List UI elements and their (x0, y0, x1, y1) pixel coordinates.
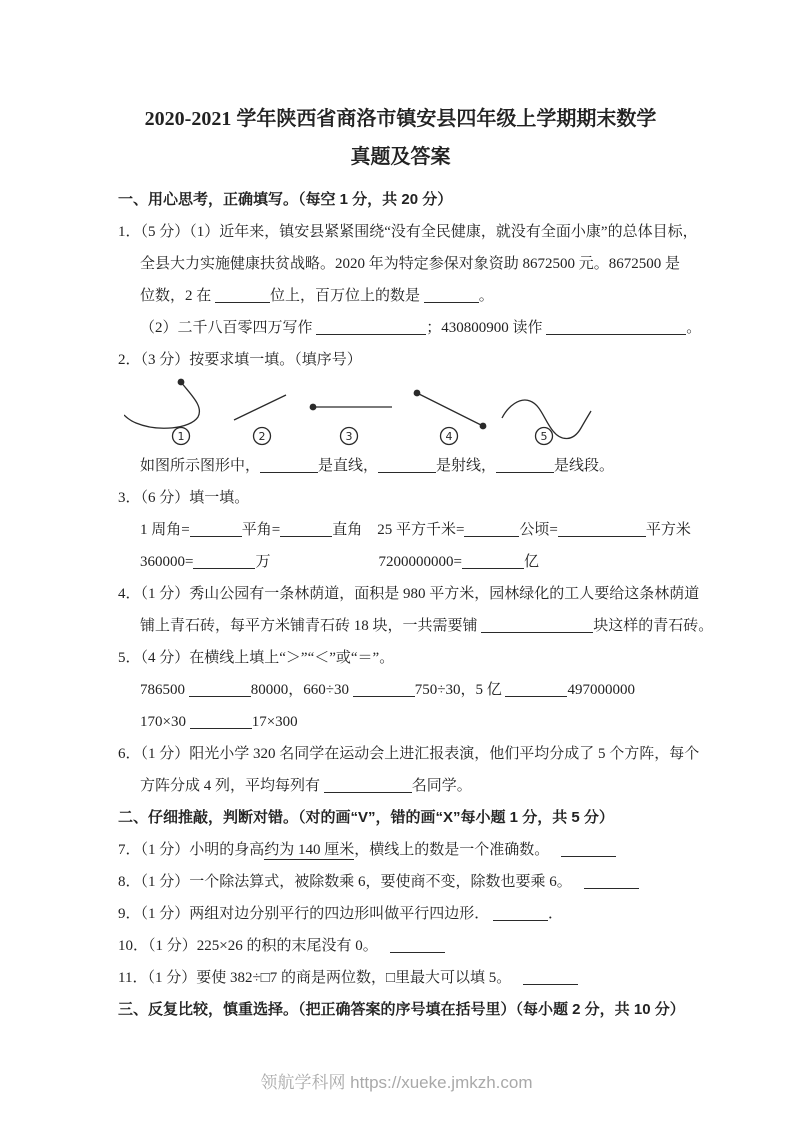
question-1-line-2: 全县大力实施健康扶贫战略。2020 年为特定参保对象资助 8672500 元。8672500 是 (140, 256, 681, 272)
question-5-text: 497000000 (567, 682, 635, 698)
fill-blank (260, 458, 318, 473)
page-title (118, 100, 683, 176)
figure-label-circled-3: 3 (345, 430, 353, 443)
question-5-text: 80000，660÷30 (250, 682, 353, 698)
fill-blank (390, 938, 445, 953)
question-2-figure (118, 376, 683, 450)
question-4-line-1: 4．（1 分）秀山公园有一条林荫道，面积是 980 平方米，园林绿化的工人要给这条林荫道 (118, 586, 700, 602)
question-6-text: 名同学。 (411, 778, 472, 794)
segment-shape-4 (417, 393, 483, 426)
lines-figure (124, 376, 644, 450)
question-11 (118, 962, 683, 994)
fill-blank (280, 522, 332, 537)
endpoint-dot (480, 423, 487, 430)
page-content (0, 100, 793, 1026)
question-9-text: ． (548, 906, 564, 922)
figure-label-circled-4: 4 (445, 430, 453, 443)
question-5-row-1 (118, 674, 683, 706)
question-3-text: 公顷= (519, 522, 558, 538)
question-6-text: 方阵分成 4 列，平均每列有 (140, 778, 324, 794)
question-2-text: 是直线， (318, 458, 379, 474)
question-3-text: 直角 25 平方千米= (332, 522, 465, 538)
question-1-text: （2）二千八百零四万写作 (140, 320, 317, 336)
question-5-text: 786500 (140, 682, 189, 698)
fill-blank (215, 288, 270, 303)
title-line-2: 真题及答案 (350, 146, 451, 168)
fill-blank (353, 682, 415, 697)
question-2-text: 是射线， (436, 458, 497, 474)
fill-blank (378, 458, 436, 473)
question-7-text: 7．（1 分）小明的身高 (118, 842, 265, 858)
question-3-text: 亿 (523, 554, 539, 570)
figure-label-circled-1: 1 (177, 430, 185, 443)
question-5-row-2 (118, 706, 683, 738)
fill-blank (190, 714, 252, 729)
section-1-heading: 一、用心思考，正确填写。（每空 1 分，共 20 分） (118, 191, 453, 208)
endpoint-dot (178, 379, 185, 386)
question-3-text: 360000= (140, 554, 194, 570)
question-6-line-1: 6．（1 分）阳光小学 320 名同学在运动会上进汇报表演，他们平均分成了 5 个方阵，每个 (118, 746, 700, 762)
question-3-text: 平角= (241, 522, 281, 538)
question-4-text: 铺上青石砖，每平方米铺青石砖 18 块，一共需要铺 (140, 618, 482, 634)
question-5-stem: 5．（4 分）在横线上填上“＞”“＜”或“＝”。 (118, 650, 395, 666)
fill-blank (190, 522, 242, 537)
fill-blank (324, 778, 412, 793)
question-7-underlined-text: 约为 140 厘米 (264, 842, 355, 858)
question-4-line-2 (118, 610, 714, 642)
question-1-text: 。 (686, 320, 702, 336)
question-2-text: 是线段。 (554, 458, 615, 474)
question-5-text: 750÷30，5 亿 (414, 682, 506, 698)
fill-blank (424, 288, 479, 303)
question-3-row-1 (118, 514, 691, 546)
fill-blank (546, 320, 686, 335)
question-1-text: 。 (478, 288, 494, 304)
fill-blank (496, 458, 554, 473)
fill-blank (464, 522, 519, 537)
section-2-heading: 二、仔细推敲，判断对错。（对的画“V”，错的画“X”每小题 1 分，共 5 分） (118, 809, 614, 826)
question-2-caption (118, 450, 683, 482)
fill-blank (481, 618, 593, 633)
question-2-text: 如图所示图形中， (140, 458, 261, 474)
question-10 (118, 930, 683, 962)
fill-blank (523, 970, 578, 985)
question-3-text: 1 周角= (140, 522, 190, 538)
figure-label-circled-2: 2 (258, 430, 266, 443)
question-4-text: 块这样的青石砖。 (593, 618, 714, 634)
question-7 (118, 834, 683, 866)
question-6-line-2 (118, 770, 683, 802)
question-1-part-2 (118, 312, 702, 344)
endpoint-dot (414, 390, 421, 397)
endpoint-dot (310, 404, 317, 411)
question-7-text: ，横线上的数是一个准确数。 (354, 842, 550, 858)
fill-blank (558, 522, 646, 537)
question-8-text: 8．（1 分）一个除法算式，被除数乘 6，要使商不变，除数也要乘 6。 (118, 874, 572, 890)
fill-blank (584, 874, 639, 889)
question-5-text: 170×30 (140, 714, 190, 730)
fill-blank (316, 320, 426, 335)
curve-shape-1 (124, 382, 199, 428)
fill-blank (189, 682, 251, 697)
fill-blank (193, 554, 255, 569)
question-1-text: 位上，百万位上的数是 (270, 288, 424, 304)
question-3-text: 平方米 (645, 522, 691, 538)
question-9-text: 9．（1 分）两组对边分别平行的四边形叫做平行四边形． (118, 906, 494, 922)
site-watermark: 领航学科网 https://xueke.jmkzh.com (260, 1073, 533, 1092)
title-line-1: 2020-2021 学年陕西省商洛市镇安县四年级上学期期末数学 (144, 108, 657, 130)
question-1-line-3 (118, 280, 683, 312)
fill-blank (462, 554, 524, 569)
fill-blank (561, 842, 616, 857)
fill-blank (493, 906, 548, 921)
question-3-text: 7200000000= (378, 554, 462, 570)
question-8 (118, 866, 683, 898)
section-3-heading: 三、反复比较，慎重选择。（把正确答案的序号填在括号里）（每小题 2 分，共 10 分） (118, 1001, 685, 1018)
question-3-row-2 (118, 546, 683, 578)
question-10-text: 10．（1 分）225×26 的积的末尾没有 0。 (118, 938, 378, 954)
question-11-text: 11．（1 分）要使 382÷□7 的商是两位数，□里最大可以填 5。 (118, 970, 512, 986)
question-1-text: ；430800900 读作 (426, 320, 547, 336)
fill-blank (505, 682, 567, 697)
question-9 (118, 898, 683, 930)
line-shape-2 (234, 395, 286, 420)
question-5-text: 17×300 (251, 714, 298, 730)
question-2-stem: 2．（3 分）按要求填一填。（填序号） (118, 352, 362, 368)
question-3-text: 万 (255, 554, 271, 570)
question-1-text: 位数，2 在 (140, 288, 216, 304)
figure-label-circled-5: 5 (540, 430, 548, 443)
question-1-line-1: 1．（5 分）（1）近年来，镇安县紧紧围绕“没有全民健康，就没有全面小康”的总体目标， (118, 224, 698, 240)
question-3-stem: 3．（6 分）填一填。 (118, 490, 250, 506)
